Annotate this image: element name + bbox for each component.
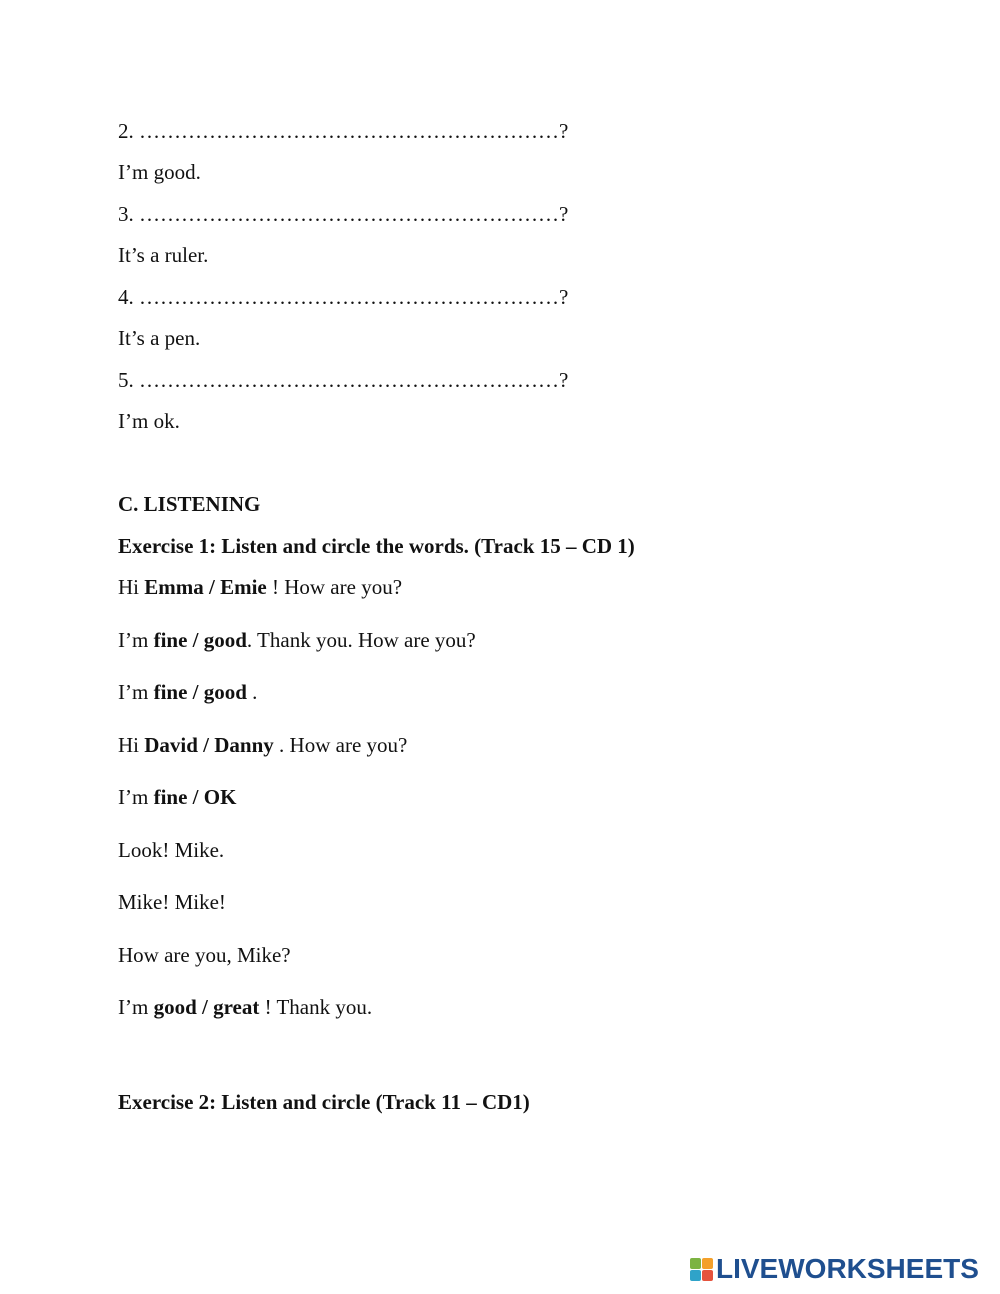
dialogue-line: I’m fine / good . — [118, 680, 258, 704]
choice-words[interactable]: Emma / Emie — [144, 575, 267, 599]
logo-mark-icon — [690, 1258, 713, 1281]
question-5: 5. ……………………………………………………? — [118, 368, 569, 392]
section-title: C. LISTENING — [118, 492, 261, 516]
answer-4: It’s a pen. — [118, 326, 201, 350]
dialogue-line: How are you, Mike? — [118, 943, 291, 967]
exercise-2-title: Exercise 2: Listen and circle (Track 11 – CD1) — [118, 1090, 530, 1114]
question-4: 4. ……………………………………………………? — [118, 285, 569, 309]
dialogue-line: I’m good / great ! Thank you. — [118, 995, 373, 1019]
dialogue-line: Look! Mike. — [118, 838, 225, 862]
exercise-1-title: Exercise 1: Listen and circle the words. (Track 15 – CD 1) — [118, 534, 635, 558]
dialogue-line: I’m fine / good. Thank you. How are you? — [118, 628, 476, 652]
answer-2: I’m good. — [118, 160, 201, 184]
choice-words[interactable]: good / great — [153, 995, 260, 1019]
choice-words[interactable]: fine / good — [153, 628, 247, 652]
answer-3: It’s a ruler. — [118, 243, 209, 267]
choice-words[interactable]: fine / good — [153, 680, 247, 704]
choice-words[interactable]: David / Danny — [144, 733, 274, 757]
answer-5: I’m ok. — [118, 409, 180, 433]
choice-words[interactable]: fine / OK — [153, 785, 237, 809]
dialogue-line: Mike! Mike! — [118, 890, 226, 914]
dialogue-line: I’m fine / OK — [118, 785, 237, 809]
dialogue-line: Hi David / Danny . How are you? — [118, 733, 408, 757]
question-3: 3. ……………………………………………………? — [118, 202, 569, 226]
dialogue-line: Hi Emma / Emie ! How are you? — [118, 575, 403, 599]
question-2: 2. ……………………………………………………? — [118, 119, 569, 143]
logo-text: LIVEWORKSHEETS — [716, 1253, 979, 1284]
liveworksheets-logo — [690, 1252, 979, 1286]
